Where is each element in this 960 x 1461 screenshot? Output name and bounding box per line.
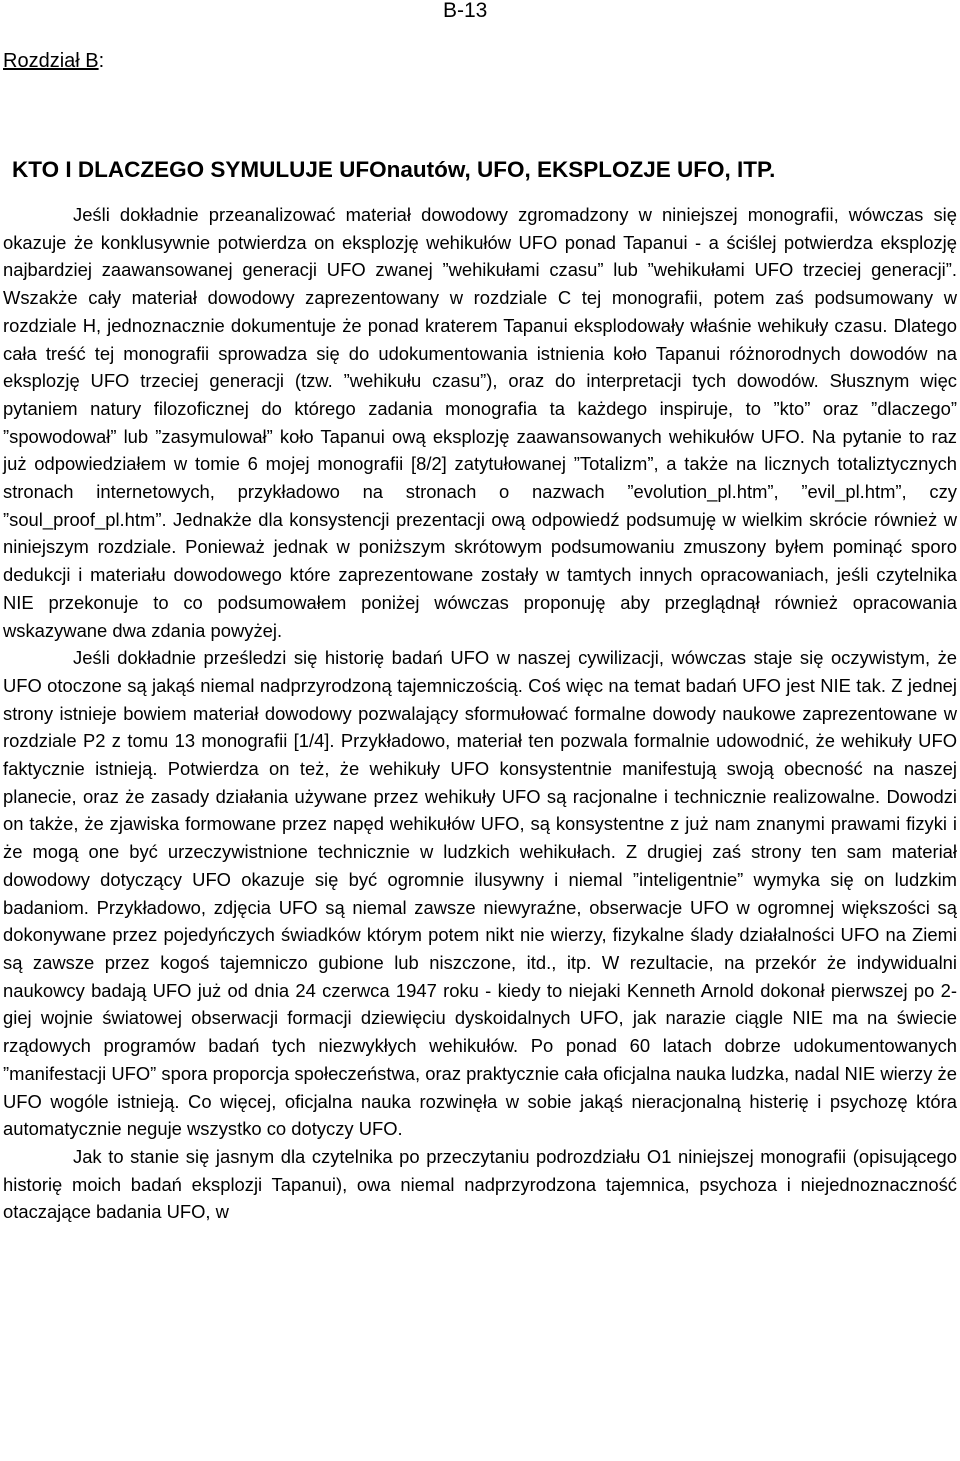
paragraph-3: Jak to stanie się jasnym dla czytelnika po przeczytaniu podrozdziału O1 niniejszej monografii (opisującego historię moich badań eksplozji Tapanui), owa niemal nadprzyrodzona tajemnica, psychoza i niejednoznaczność otaczające badania UFO, w — [3, 1145, 957, 1223]
page-number: B-13 — [443, 0, 488, 22]
paragraph-2: Jeśli dokładnie prześledzi się historię badań UFO w naszej cywilizacji, wówczas staje się oczywistym, że UFO otoczone są jakąś niemal nadprzyrodzoną tajemniczością. Coś więc na temat badań UFO jest NIE tak. Z jednej strony istnieje bowiem materiał dowodowy pozwalający sformułować formalne dowody naukowe zaprezentowane w rozdziale P2 z tomu 13 monografii [1/4]. Przykładowo, materiał ten pozwala formalnie udowodnić, że wehikuły UFO faktycznie istnieją. Potwierdza on też, że wehikuły UFO konsystentnie manifestują swoją obecność na naszej planecie, oraz że zasady działania używane przez wehikuły UFO są racjonalne i technicznie realizowalne. Dowodzi on także, że zjawiska formowane przez napęd wehikułów UFO, są konsystentne z już nam znanymi prawami fizyki i że mogą one być urzeczywistnione technicznie w ludzkich wehikułach. Z drugiej zaś strony ten sam materiał dowodowy dotyczący UFO okazuje się być ogromnie ilusywny i niemal ”inteligentnie” wymyka się on ludzkim badaniom. Przykładowo, zdjęcia UFO są niemal zawsze niewyraźne, obserwacje UFO w ogromnej większości są dokonywane przez pojedyńczych świadków którym potem nikt nie wierzy, fizykalne ślady działalności UFO na Ziemi są zawsze przez kogoś tajemniczo gubione lub niszczone, itd., itp. W rezultacie, na przekór że indywidualni naukowcy badają UFO już od dnia 24 czerwca 1947 roku - kiedy to niejaki Kenneth Arnold dokonał pierwszej po 2-giej wojnie światowej obserwacji formacji dziewięciu dyskoidalnych UFO, jak narazie ciągle NIE ma na świecie rządowych programów badań tych niezwykłych wehikułów. Po ponad 60 latach dobrze udokumentowanych ”manifestacji UFO” spora proporcja społeczeństwa, oraz praktycznie cała oficjalna nauka ludzka, nadal NIE wierzy że UFO wogóle istnieją. Co więcej, oficjalna nauka rozwinęła w sobie jakąś nieracjonalną histerię i psychozę która automatycznie neguje wszystko co dotyczy UFO. — [3, 647, 957, 1140]
chapter-label-text: Rozdział B — [3, 50, 99, 72]
chapter-label — [3, 48, 104, 74]
chapter-label-colon: : — [98, 50, 105, 72]
paragraph-1: Jeśli dokładnie przeanalizować materiał dowodowy zgromadzony w niniejszej monografii, wówczas się okazuje że konklusywnie potwierdza on eksplozję wehikułów UFO ponad Tapanui - a ściślej potwierdza eksplozję najbardziej zaawansowanej generacji UFO zwanej ”wehikułami czasu” lub ”wehikułami UFO trzeciej generacji”. Wszakże cały materiał dowodowy zaprezentowany w rozdziale C tej monografii, potem zaś podsumowany w rozdziale H, jednoznacznie dokumentuje że ponad kraterem Tapanui eksplodowały właśnie wehikuły czasu. Dlatego cała treść tej monografii sprowadza się do udokumentowania istnienia koło Tapanui różnorodnych dowodów na eksplozję UFO trzeciej generacji (tzw. ”wehikułu czasu”), oraz do interpretacji tych dowodów. Słusznym więc pytaniem natury filozoficznej do którego zadania monografia ta każdego inspiruje, to ”kto” oraz ”dlaczego” ”spowodował” lub ”zasymulował” koło Tapanui ową eksplozję zaawansowanych wehikułów UFO. Na pytanie to raz już odpowiedziałem w tomie 6 mojej monografii [8/2] zatytułowanej ”Totalizm”, a także na licznych totaliztycznych stronach internetowych, przykładowo na stronach o nazwach ”evolution_pl.htm”, ”evil_pl.htm”, czy ”soul_proof_pl.htm”. Jednakże dla konsystencji prezentacji ową odpowiedź podsumuję w wielkim skrócie również w niniejszym rozdziale. Ponieważ jednak w poniższym skrótowym podsumowaniu zmuszony byłem pominąć sporo dedukcji i materiału dowodowego które zaprezentowane zostały w tamtych innych opracowaniach, jeśli czytelnika NIE przekonuje to co podsumowałem poniżej wówczas proponuję aby przeglądnął również opracowania wskazywane dwa zdania powyżej. — [3, 204, 957, 641]
chapter-title: KTO I DLACZEGO SYMULUJE UFOnautów, UFO, EKSPLOZJE UFO, ITP. — [12, 157, 776, 182]
body-text — [3, 201, 957, 1226]
